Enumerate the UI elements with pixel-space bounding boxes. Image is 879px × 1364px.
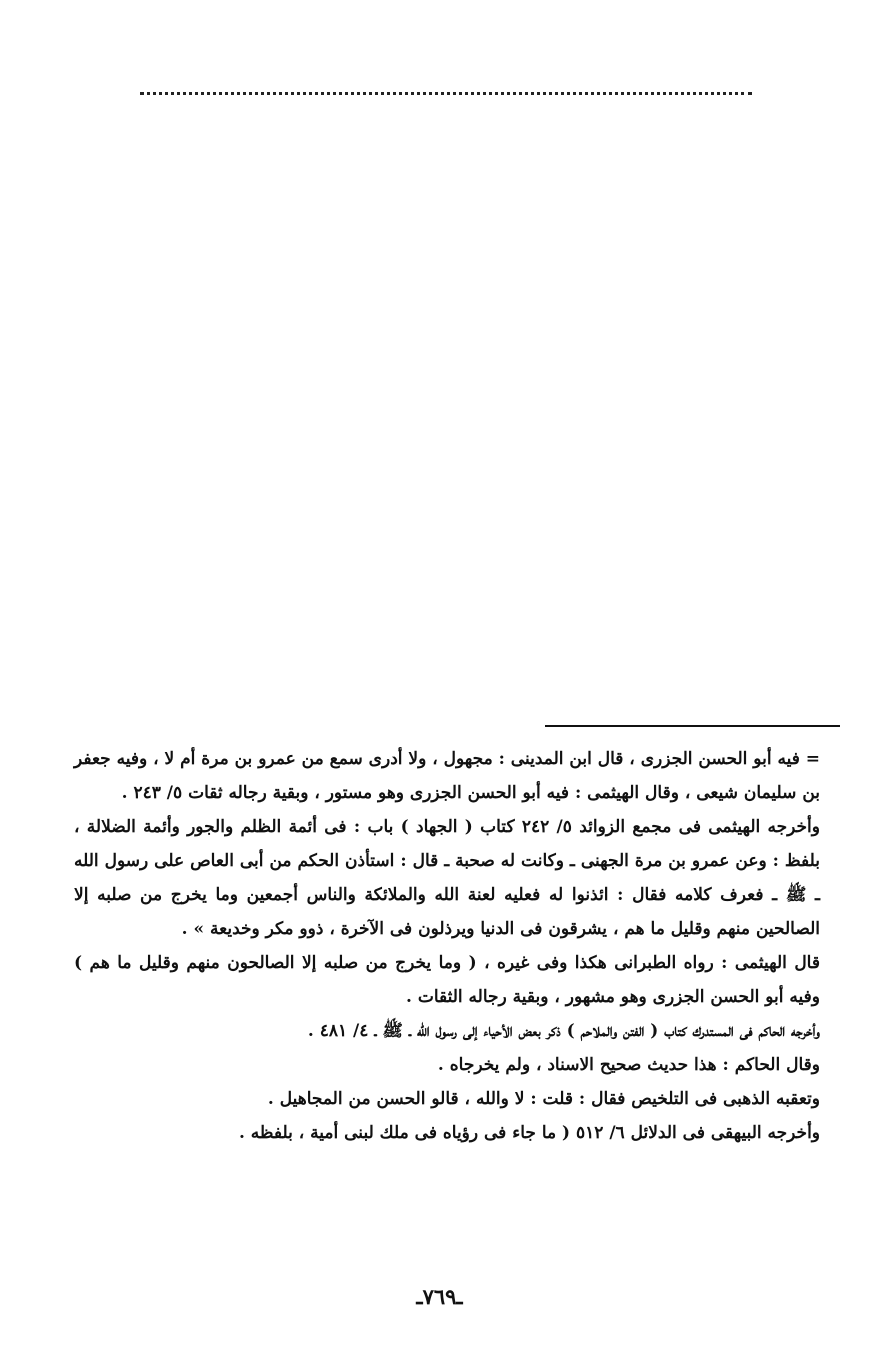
footnotes-block <box>74 742 820 1150</box>
footnote-separator-line <box>545 725 840 727</box>
footnote-paragraph: وقال الحاكم : هذا حديث صحيح الاسناد ، ولم يخرجاه . <box>437 1055 820 1075</box>
footnote-paragraph: قال الهيثمى : رواه الطبرانى هكذا وفى غيره ، ( وما يخرج من صلبه إلا الصالحون منهم وقليل ما هم ) وفيه أبو الحسن الجزرى وهو مشهور ، وبقية رجاله الثقات . <box>74 953 820 1007</box>
footnote-paragraph: وأخرجه الحاكم فى المستدرك كتاب ( الفتن والملاحم ) ذكر بعض الأحياء إلى رسول الله ـ ﷺ ـ ٤/ ٤٨١ . <box>307 1021 820 1041</box>
footnote-paragraph: = فيه أبو الحسن الجزرى ، قال ابن المدينى : مجهول ، ولا أدرى سمع من عمرو بن مرة أم لا ، وفيه جعفر بن سليمان شيعى ، وقال الهيثمى : فيه أبو الحسن الجزرى وهو مستور ، وبقية رجاله ثقات ٥/ ٢٤٣ . <box>74 749 820 803</box>
page-number: ـ٧٦٩ـ <box>416 1284 463 1309</box>
dotted-separator <box>140 92 752 95</box>
footnote-paragraph: وأخرجه البيهقى فى الدلائل ٦/ ٥١٢ ( ما جاء فى رؤياه فى ملك لبنى أمية ، بلفظه . <box>238 1123 820 1143</box>
footnote-paragraph: وأخرجه الهيثمى فى مجمع الزوائد ٥/ ٢٤٢ كتاب ( الجهاد ) باب : فى أئمة الظلم والجور وأئمة الضلالة ، بلفظ : وعن عمرو بن مرة الجهنى ـ وكانت له صحبة ـ قال : استأذن الحكم من أبى العاص على رسول الله ـ ﷺ ـ فعرف كلامه فقال : ائذنوا له فعليه لعنة الله والملائكة والناس أجمعين وما يخرج من صلبه إلا الصالحين منهم وقليل ما هم ، يشرقون فى الدنيا ويرذلون فى الآخرة ، ذوو مكر وخديعة » . <box>74 817 820 939</box>
footnote-paragraph: وتعقبه الذهبى فى التلخيص فقال : قلت : لا والله ، قالو الحسن من المجاهيل . <box>267 1089 820 1109</box>
